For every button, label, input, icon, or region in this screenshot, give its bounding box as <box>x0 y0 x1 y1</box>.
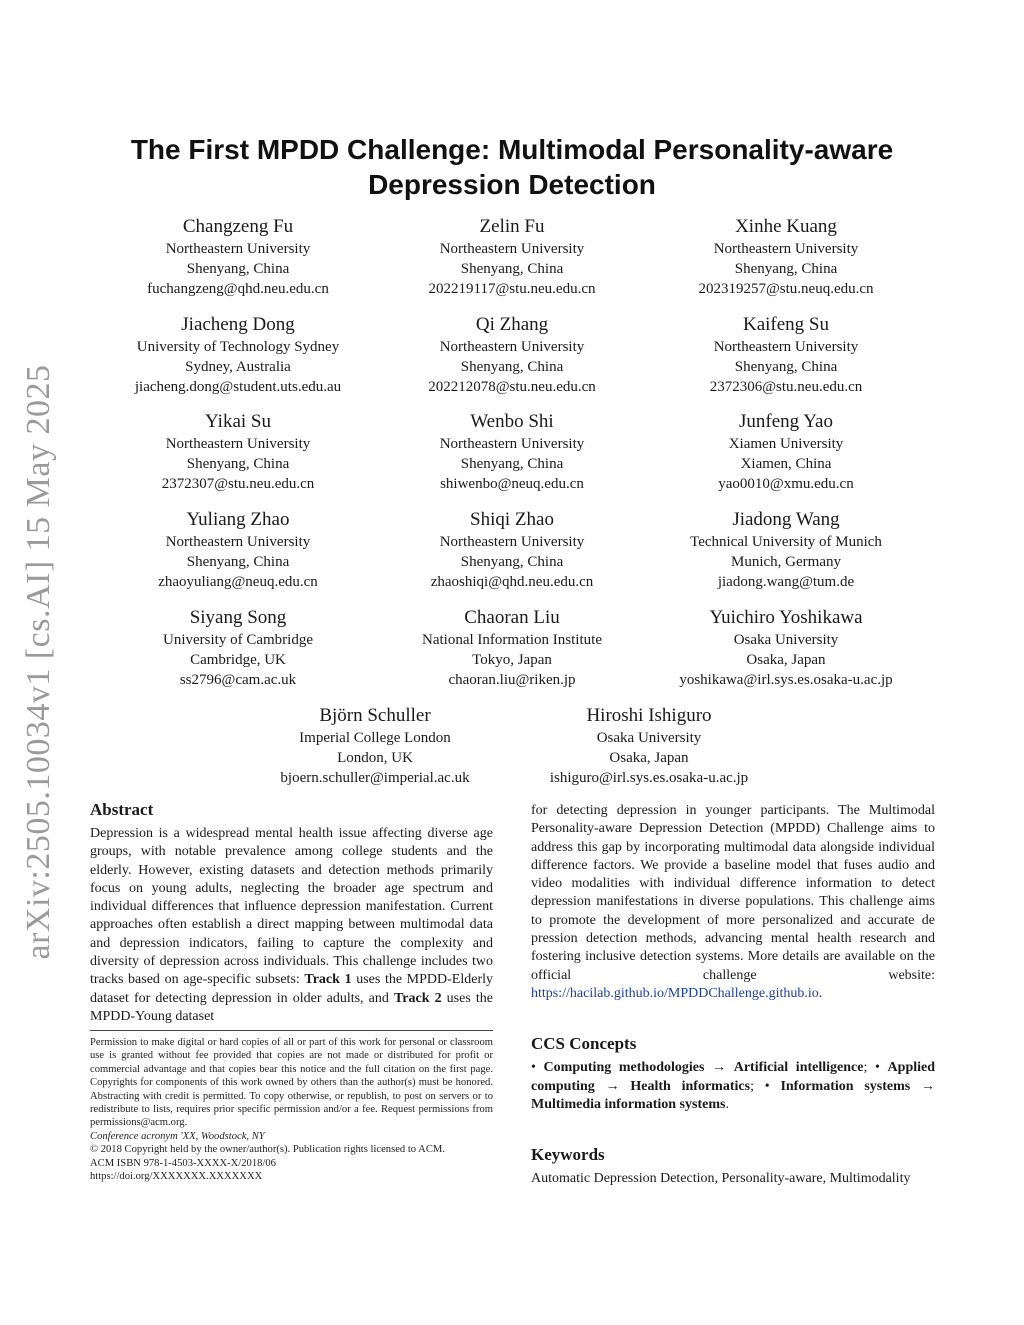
author-location: Shenyang, China <box>460 261 564 277</box>
footnote-divider <box>90 1030 493 1031</box>
abstract-part-1: Depression is a widespread mental health issue affecting diverse age groups, with notable prevalence among college students and the elderly. However, existing datasets and detection methods primarily focus on young adults, neglecting the broader age spectrum and individual differences that influence depression manifestation. Current approaches often establish a direct mapping between multimodal data and depression indicators, failing to capture the complexity and diversity of depression across individuals. This challenge includes two tracks based on age-specific subsets: <box>90 826 493 988</box>
author-affiliation: Northeastern University <box>165 241 311 257</box>
author-name: Yuliang Zhao <box>186 509 290 530</box>
author-location: London, UK <box>337 750 413 766</box>
author-name: Jiacheng Dong <box>181 314 295 335</box>
author-name: Jiadong Wang <box>732 509 840 530</box>
author-email: bjoern.schuller@imperial.ac.uk <box>280 770 470 786</box>
author-affiliation: Imperial College London <box>299 730 451 746</box>
ccs-item: Health informatics <box>630 1078 751 1094</box>
author-affiliation: Xiamen University <box>728 436 844 452</box>
author-email: shiwenbo@neuq.edu.cn <box>440 476 584 492</box>
author-block <box>646 216 926 299</box>
author-block <box>646 607 926 690</box>
keywords-heading: Keywords <box>531 1145 605 1164</box>
author-block <box>509 705 789 788</box>
author-affiliation: Osaka University <box>733 632 839 648</box>
author-block <box>98 314 378 397</box>
author-email: chaoran.liu@riken.jp <box>448 672 576 688</box>
author-block <box>372 509 652 592</box>
author-name: Qi Zhang <box>475 314 549 335</box>
author-name: Kaifeng Su <box>742 314 829 335</box>
ccs-separator: ; • <box>863 1060 888 1075</box>
challenge-website-link[interactable]: https://hacilab.github.io/MPDDChallenge.github.io <box>531 985 819 1001</box>
author-block <box>372 411 652 494</box>
ccs-bullet: • <box>531 1060 544 1075</box>
author-block <box>646 509 926 592</box>
abstract-track1: Track 1 <box>304 972 352 988</box>
author-block <box>98 216 378 299</box>
copyright-text: © 2018 Copyright held by the owner/author(s). Publication rights licensed to ACM. <box>90 1144 445 1156</box>
conference-text: Conference acronym 'XX, Woodstock, NY <box>90 1130 265 1142</box>
author-location: Shenyang, China <box>460 359 564 375</box>
author-location: Tokyo, Japan <box>472 652 552 668</box>
keywords-text: Automatic Depression Detection, Personality-aware, Multimodality <box>531 1171 911 1186</box>
author-block <box>646 411 926 494</box>
title-line-2: Depression Detection <box>368 169 656 200</box>
ccs-item: Artificial intelligence <box>733 1060 864 1075</box>
ccs-section <box>531 1034 935 1115</box>
author-name: Björn Schuller <box>319 705 431 726</box>
author-affiliation: Northeastern University <box>713 339 859 355</box>
author-location: Sydney, Australia <box>185 359 291 375</box>
abstract-part-3: uses the MPDD-Young dataset <box>90 990 493 1024</box>
ccs-heading: CCS Concepts <box>531 1034 637 1053</box>
author-affiliation: National Information Institute <box>422 632 602 648</box>
ccs-end: . <box>725 1097 729 1112</box>
author-block <box>372 607 652 690</box>
author-email: 2372306@stu.neu.edu.cn <box>709 379 863 395</box>
author-name: Changzeng Fu <box>182 216 294 237</box>
author-location: Cambridge, UK <box>190 652 286 668</box>
abstract-heading: Abstract <box>90 800 154 819</box>
author-name: Siyang Song <box>189 607 287 628</box>
abstract-right-column <box>531 802 935 1003</box>
author-block <box>98 607 378 690</box>
isbn-text: ACM ISBN 978-1-4503-XXXX-X/2018/06 <box>90 1157 276 1169</box>
ccs-item: Applied computing <box>531 1060 936 1094</box>
ccs-arrow: → <box>594 1078 631 1094</box>
author-name: Chaoran Liu <box>464 607 560 628</box>
author-location: Shenyang, China <box>186 554 290 570</box>
author-location: Osaka, Japan <box>609 750 689 766</box>
author-location: Shenyang, China <box>186 456 290 472</box>
author-location: Shenyang, China <box>734 359 838 375</box>
author-email: zhaoshiqi@qhd.neu.edu.cn <box>430 574 594 590</box>
author-name: Yikai Su <box>205 411 271 432</box>
author-block <box>98 509 378 592</box>
ccs-item: Multimedia information systems <box>531 1097 726 1112</box>
author-block <box>98 411 378 494</box>
author-affiliation: Northeastern University <box>439 534 585 550</box>
author-block <box>646 314 926 397</box>
author-name: Xinhe Kuang <box>735 216 837 237</box>
author-name: Shiqi Zhao <box>470 509 554 530</box>
author-location: Shenyang, China <box>460 554 564 570</box>
author-block <box>372 314 652 397</box>
author-affiliation: Northeastern University <box>713 241 859 257</box>
author-location: Shenyang, China <box>186 261 290 277</box>
author-location: Shenyang, China <box>734 261 838 277</box>
keywords-section <box>531 1145 935 1188</box>
author-name: Yuichiro Yoshikawa <box>709 607 863 628</box>
ccs-arrow: → <box>704 1060 734 1075</box>
ccs-item: Information systems <box>780 1078 911 1094</box>
author-name: Zelin Fu <box>479 216 545 237</box>
author-affiliation: Northeastern University <box>165 534 311 550</box>
abstract-part-4: for detecting depression in younger participants. The Multimodal Personality-aware Depression Detection (MPDD) Challenge aims to address this gap by incorporating multimodal data alongside individual difference factors. We provide a baseline model that fuses audio and video modalities with individual difference information to detect depression manifestations in diverse populations. This challenge aims to promote the development of more personalized and accurate de pression detection methods, advancing mental health research and fostering inclusive detection systems. More details are available on the official challenge website: <box>531 803 935 983</box>
title-line-1: The First MPDD Challenge: Multimodal Personality-aware <box>130 134 894 165</box>
doi-text: https://doi.org/XXXXXXX.XXXXXXX <box>90 1171 263 1183</box>
ccs-separator: ; • <box>750 1078 781 1094</box>
author-email: jiacheng.dong@student.uts.edu.au <box>134 379 342 395</box>
author-location: Shenyang, China <box>460 456 564 472</box>
author-affiliation: Northeastern University <box>439 436 585 452</box>
author-email: 2372307@stu.neu.edu.cn <box>161 476 315 492</box>
abstract-part-2: uses the MPDD-Elderly dataset for detecting depression in older adults, and <box>90 972 494 1006</box>
abstract-continuation <box>531 802 935 1003</box>
author-location: Osaka, Japan <box>746 652 826 668</box>
author-email: 202219117@stu.neu.edu.cn <box>428 281 596 297</box>
author-location: Xiamen, China <box>740 456 832 472</box>
author-email: jiadong.wang@tum.de <box>717 574 855 590</box>
author-name: Junfeng Yao <box>739 411 833 432</box>
author-affiliation: Osaka University <box>596 730 702 746</box>
author-email: ss2796@cam.ac.uk <box>179 672 297 688</box>
abstract-track2: Track 2 <box>393 990 442 1006</box>
paper-title <box>90 132 934 202</box>
author-name: Wenbo Shi <box>470 411 554 432</box>
author-affiliation: Northeastern University <box>439 339 585 355</box>
author-email: fuchangzeng@qhd.neu.edu.cn <box>147 281 329 297</box>
author-email: zhaoyuliang@neuq.edu.cn <box>158 574 318 590</box>
ccs-text <box>531 1059 935 1115</box>
author-email: yao0010@xmu.edu.cn <box>718 476 854 492</box>
ccs-arrow: → <box>910 1078 936 1094</box>
permission-text: Permission to make digital or hard copies of all or part of this work for personal or classroom use is granted without fee provided that copies are not made or distributed for profit or commercial advantage and that copies bear this notice and the full citation on the first page. Copyrights for components of this work owned by others than the author(s) must be honored. Abstracting with credit is permitted. To copy otherwise, or republish, to post on servers or to redistribute to lists, requires prior specific permission and/or a fee. Request permissions from permissions@acm.org. <box>90 1037 493 1129</box>
abstract-left-column <box>90 800 493 1026</box>
author-affiliation: University of Cambridge <box>163 632 313 648</box>
author-email: 202319257@stu.neuq.edu.cn <box>698 281 874 297</box>
permission-footnote <box>90 1036 493 1183</box>
author-affiliation: Technical University of Munich <box>690 534 882 550</box>
author-email: ishiguro@irl.sys.es.osaka-u.ac.jp <box>549 770 749 786</box>
author-affiliation: Northeastern University <box>439 241 585 257</box>
author-block <box>235 705 515 788</box>
abstract-end: . <box>818 985 823 1001</box>
author-name: Hiroshi Ishiguro <box>586 705 712 726</box>
author-affiliation: Northeastern University <box>165 436 311 452</box>
author-email: yoshikawa@irl.sys.es.osaka-u.ac.jp <box>679 672 893 688</box>
arxiv-stamp-text: arXiv:2505.10034v1 [cs.AI] 15 May 2025 <box>20 364 57 960</box>
ccs-item: Computing methodologies <box>543 1060 705 1075</box>
author-email: 202212078@stu.neu.edu.cn <box>428 379 596 395</box>
author-affiliation: University of Technology Sydney <box>136 339 340 355</box>
author-location: Munich, Germany <box>731 554 841 570</box>
author-block <box>372 216 652 299</box>
abstract-text <box>90 825 493 1026</box>
